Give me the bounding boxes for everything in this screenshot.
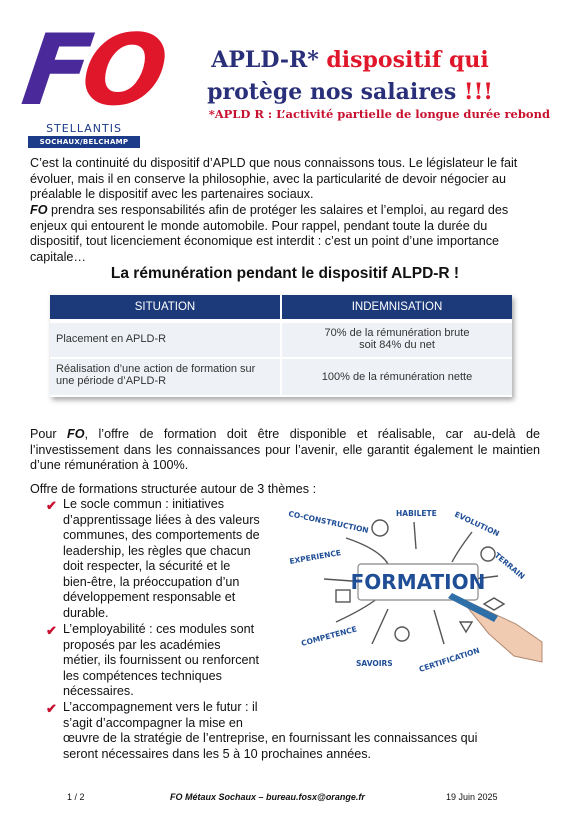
line: doit respecter, la sécurité et le: [63, 559, 231, 573]
fo-stellantis-logo: [15, 14, 167, 150]
intro-paragraph-2: [30, 203, 540, 265]
line: Le socle commun : initiatives: [63, 497, 224, 511]
table-row: [50, 359, 280, 395]
cell-situation: Placement en APLD-R: [56, 333, 167, 345]
remuneration-table: [50, 295, 512, 397]
cell-situation: [56, 363, 255, 387]
themes-intro: Offre de formations structurée autour de 3 thèmes :: [30, 482, 317, 496]
table-row: [282, 359, 512, 395]
fo-emphasis: FO: [67, 427, 85, 441]
theme-accompagnement-continued: [63, 731, 543, 762]
line: métier, ils fournissent ou renforcent: [63, 653, 259, 667]
line: les compétences techniques: [63, 668, 222, 683]
formation-pre: Pour: [30, 427, 68, 441]
word-experience: EXPERIENCE: [288, 548, 342, 566]
cell-situation-line2: une période d’APLD-R: [56, 375, 167, 387]
logo-brand: STELLANTIS: [46, 122, 122, 135]
logo-site: SOCHAUX/BELCHAMP: [28, 136, 140, 148]
line: leadership, les règles que chacun: [63, 543, 251, 558]
word-certification: CERTIFICATION: [417, 645, 481, 674]
page-number: 1 / 2: [67, 792, 85, 802]
word-competence: COMPETENCE: [300, 624, 358, 648]
title-part2: dispositif qui: [326, 47, 489, 73]
table-header-situation: SITUATION: [50, 295, 280, 319]
footer-contact: FO Métaux Sochaux – bureau.fosx@orange.fr: [170, 792, 365, 802]
checkmark-icon: ✔: [46, 623, 57, 638]
checkmark-icon: ✔: [46, 701, 57, 716]
line: L’employabilité : ces modules sont: [63, 622, 255, 636]
cell-indemnisation: 70% de la rémunération brute: [324, 327, 470, 339]
intro-paragraph-2-text: prendra ses responsabilités afin de protéger les salaires et l’emploi, au regard des enjeux qui entourent le monde automobile. Pour rappel, pendant toute la durée du dispositif, tout licenciement économique est interdit : c’est un point d’une importance capitale…: [30, 203, 509, 264]
intro-paragraph-1: C’est la continuité du dispositif d’APLD que nous connaissons tous. Le législateur le fait évoluer, mais il en conserve la philosophie, avec la particularité de devoir négocier au préalable le dispositif avec les partenaires sociaux.: [30, 156, 518, 202]
page-subtitle: *APLD R : L’activité partielle de longue durée rebond: [208, 107, 550, 121]
table-row: [50, 323, 280, 357]
line: durable.: [63, 605, 109, 620]
line: s’agit d’accompagner la mise en: [63, 715, 243, 730]
line: d’apprentissage liées à des valeurs: [63, 512, 260, 527]
theme-socle-commun: [63, 497, 260, 621]
table-row: [282, 323, 512, 357]
word-terrain: TERRAIN: [492, 550, 527, 582]
word-savoirs: SAVOIRS: [356, 659, 393, 668]
line: L’accompagnement vers le futur : il: [63, 700, 258, 714]
section-heading: La rémunération pendant le dispositif ALPD-R !: [110, 265, 460, 282]
line: communes, des comportements de: [63, 528, 260, 542]
line: œuvre de la stratégie de l’entreprise, en fournissant les connaissances qui: [63, 731, 478, 745]
title-part4: !!!: [456, 79, 493, 105]
formation-paragraph: [30, 427, 540, 474]
formation-post: , l’offre de formation doit être disponible et réalisable, car au-delà de l’investissement dans les connaissances pour l’avenir, elle garantit également le maintien d’une rémunération à 100%.: [30, 427, 541, 473]
line: proposés par les académies: [63, 637, 221, 652]
logo-letters: FO: [15, 14, 167, 128]
page-title: [150, 44, 550, 108]
title-part1: APLD-R*: [211, 47, 327, 73]
theme-employabilite: [63, 622, 259, 700]
theme-accompagnement: [63, 700, 258, 731]
fo-emphasis: FO: [30, 203, 48, 217]
cell-situation-line1: Réalisation d’une action de formation sur: [56, 363, 256, 375]
line: bien-être, la préoccupation d’un: [63, 574, 240, 589]
word-habilete: HABILETE: [396, 509, 437, 518]
checkmark-icon: ✔: [46, 498, 57, 513]
footer-date: 19 Juin 2025: [446, 792, 498, 802]
cell-indemnisation-sub: soit 84% du net: [359, 339, 435, 351]
title-part3: protège nos salaires: [207, 79, 457, 105]
table-header-indemnisation: INDEMNISATION: [282, 295, 512, 319]
line: seront nécessaires dans les 5 à 10 prochaines années.: [63, 746, 372, 761]
line: nécessaires.: [63, 684, 134, 698]
formation-illustration: [284, 494, 544, 684]
word-co-construction: CO-CONSTRUCTION: [287, 509, 370, 535]
illustration-center: FORMATION: [350, 570, 486, 594]
cell-indemnisation: 100% de la rémunération nette: [321, 371, 473, 383]
word-evolution: EVOLUTION: [453, 509, 501, 539]
line: développement responsable et: [63, 590, 236, 604]
